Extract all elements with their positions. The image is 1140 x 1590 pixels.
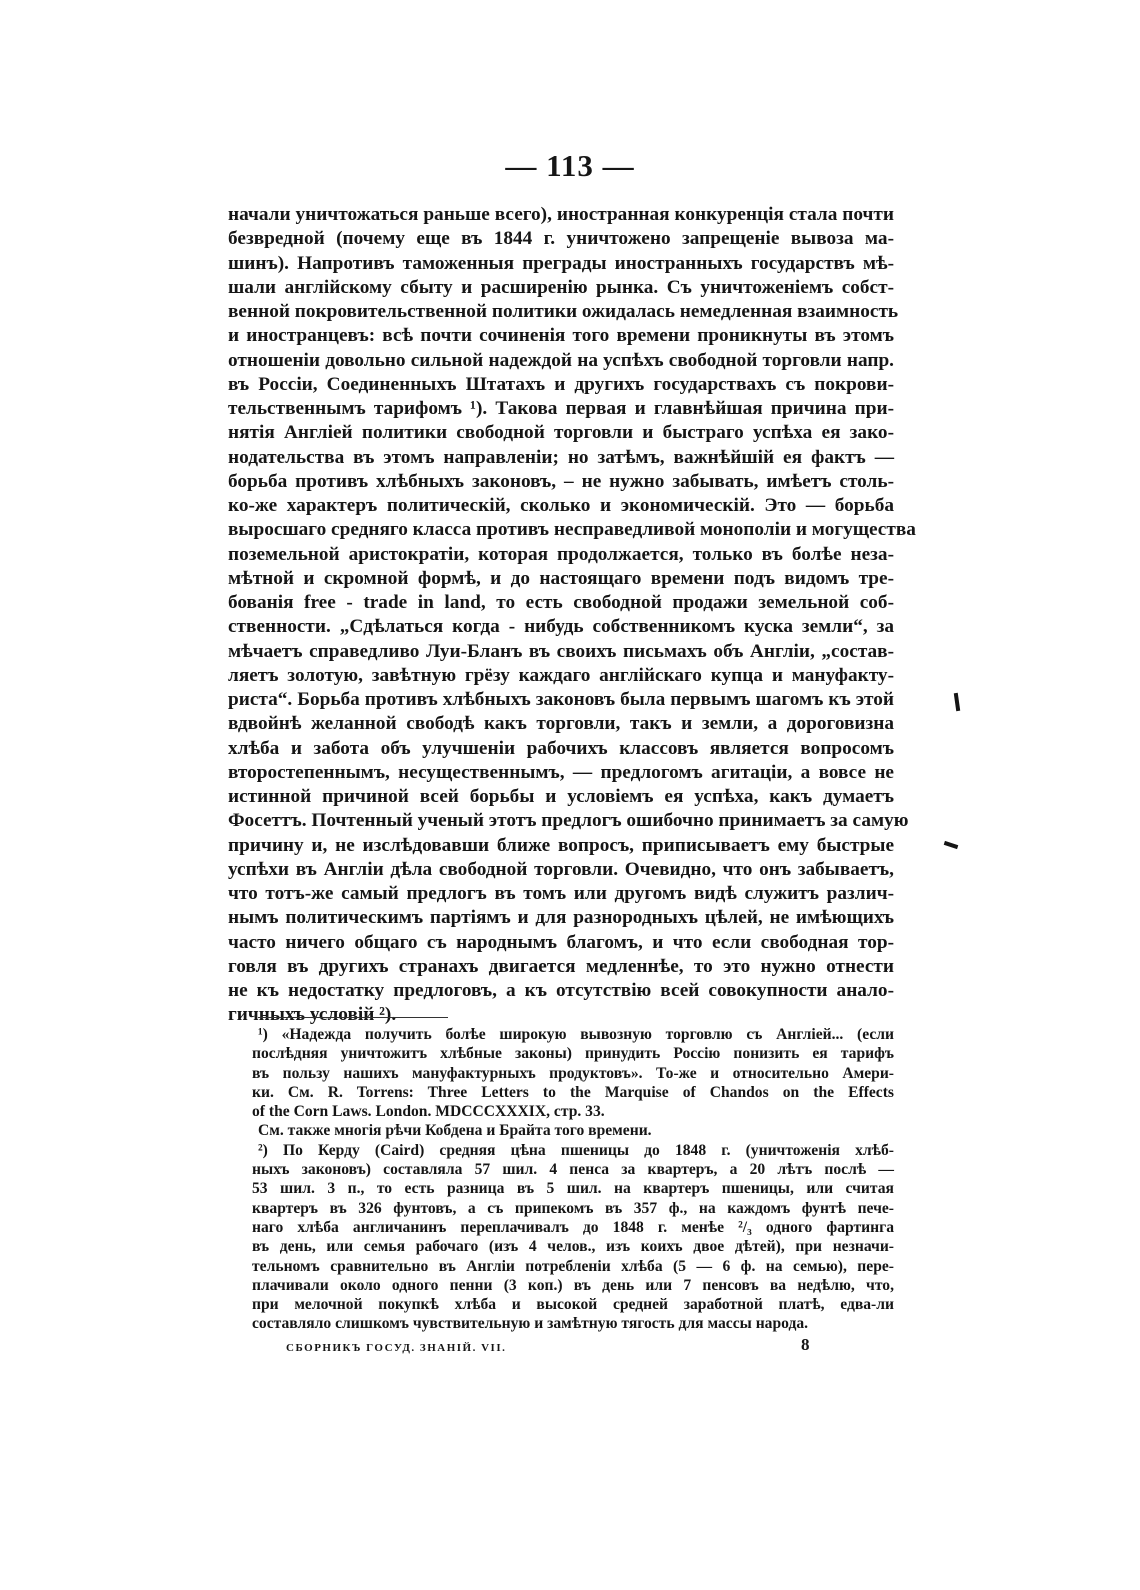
body-line: истинной причиной всей борьбы и условіемъ ея успѣха, какъ думаетъ (228, 786, 894, 807)
body-line: Фосеттъ. Почтенный ученый этотъ предлогъ ошибочно принимаетъ за самую (228, 810, 909, 832)
footnote-divider (258, 1017, 448, 1018)
body-line: хлѣба и забота объ улучшеніи рабочихъ классовъ является вопросомъ (228, 737, 894, 759)
margin-ink-mark (954, 693, 960, 711)
body-line: тельственнымъ тарифомъ ¹). Такова первая и главнѣйшая причина при- (228, 398, 894, 419)
body-line: говля въ другихъ странахъ двигается медленнѣе, то это нужно отнести (228, 955, 894, 977)
body-line: что тотъ-же самый предлогъ въ томъ или другомъ видѣ служитъ различ- (228, 883, 894, 904)
body-line: ляетъ золотую, завѣтную грёзу каждаго англійскаго купца и мануфакту- (228, 664, 894, 686)
body-line: ко-же характеръ политическій, сколько и экономическій. Это — борьба (228, 495, 894, 516)
body-line: выросшаго средняго класса противъ несправедливой монополіи и могущества (228, 519, 916, 541)
footnote-line: плачивали около одного пенни (3 коп.) въ день или 7 пенсовъ ва недѣлю, что, (252, 1276, 894, 1294)
footnote-line: ¹) «Надежда получить болѣе широкую вывозную торговлю съ Англіей... (если (258, 1026, 894, 1043)
footnote-line: въ день, или семья рабочаго (изъ 4 челов., изъ коихъ двое дѣтей), при незначи- (252, 1238, 894, 1256)
body-line: венной покровительственной политики ожидалась немедленная взаимность (228, 301, 899, 322)
footnote-line: 53 шил. 3 п., то есть разница въ 5 шил. на квартеръ пшеницы, или считая (252, 1180, 894, 1198)
footnote-line: въ пользу нашихъ мануфактурныхъ продуктовъ». То-же и относительно Амери- (252, 1064, 894, 1082)
body-line: бованія free - trade in land, то есть свободной продажи земельной соб- (228, 592, 894, 613)
footnote-line: квартеръ въ 326 фунтовъ, а съ припекомъ въ 357 ф., на каждомъ фунтѣ пече- (252, 1199, 894, 1217)
body-line: поземельной аристократіи, которая продолжается, только въ болѣе неза- (228, 543, 894, 565)
body-text (228, 203, 916, 1028)
body-line: гичныхъ условій ²). (228, 1004, 397, 1026)
footer-signature-number: 8 (801, 1335, 810, 1354)
body-line: ственности. „Сдѣлаться когда - нибудь собственникомъ куска земли“, за (228, 616, 894, 638)
body-line: успѣхи въ Англіи дѣла свободной торговли. Очевидно, что онъ забываетъ, (228, 858, 894, 880)
footnote-line: ²) По Керду (Caird) средняя цѣна пшеницы до 1848 г. (уничтоженія хлѣб- (258, 1141, 894, 1159)
body-line: отношеніи довольно сильной надеждой на успѣхъ свободной торговли напр. (228, 349, 894, 371)
body-line: второстепеннымъ, несущественнымъ, — предлогомъ агитаціи, а вовсе не (228, 761, 894, 783)
body-line: вдвойнѣ желанной свободѣ какъ торговли, такъ и земли, а дороговизна (228, 713, 894, 735)
footer-collection-title: СБОРНИКЪ ГОСУД. ЗНАНІЙ. VII. (286, 1342, 507, 1354)
margin-ink-mark (944, 841, 959, 849)
footnote-line: ки. См. R. Torrens: Three Letters to the Marquise of Chandos on the Effects (252, 1083, 894, 1101)
body-line: причину и, не изслѣдовавши ближе вопросъ, приписываетъ ему быстрые (228, 834, 894, 856)
footnote-line: при мелочной покупкѣ хлѣба и высокой средней заработной платѣ, едва-ли (252, 1296, 894, 1314)
footnotes (252, 1025, 894, 1334)
body-line: шали англійскому сбыту и расширенію рынка. Съ уничтоженіемъ собст- (228, 276, 894, 298)
body-line: не къ недостатку предлоговъ, а къ отсутствію всей совокупности анало- (228, 980, 894, 1001)
footnote-line: of the Corn Laws. London. MDCCCXXXIX, стр. 33. (252, 1103, 605, 1121)
body-line: мѣтной и скромной формѣ, и до настоящаго времени подъ видомъ тре- (228, 567, 894, 589)
body-line: мѣчаетъ справедливо Луи-Бланъ въ своихъ письмахъ объ Англіи, „состав- (228, 640, 894, 662)
footnote-line: составляло слишкомъ чувствительную и замѣтную тягость для массы народа. (252, 1315, 809, 1333)
body-line: шинъ). Напротивъ таможенныя преграды иностранныхъ государствъ мѣ- (228, 252, 894, 274)
footnote-line: ныхъ законовъ) составляла 57 шил. 4 пенса за квартеръ, а 20 лѣтъ послѣ — (252, 1161, 894, 1179)
body-line: начали уничтожаться раньше всего), иностранная конкуренція стала почти (228, 204, 894, 225)
page-number: — 113 — (505, 148, 635, 183)
body-line: риста“. Борьба противъ хлѣбныхъ законовъ была первымъ шагомъ къ этой (228, 689, 894, 710)
body-line: часто ничего общаго съ народнымъ благомъ, и что если свободная тор- (228, 931, 894, 953)
footnote-line: тельномъ сравнительно въ Англіи потребленіи хлѣба (5 — 6 ф. на семью), пере- (252, 1257, 894, 1275)
body-line: нодательства въ этомъ направленіи; но затѣмъ, важнѣйшій ея фактъ — (228, 446, 894, 468)
footnote-line: наго хлѣба англичанинъ переплачивалъ до 1848 г. менѣе ²/₃ одного фартинга (252, 1218, 894, 1236)
footnote-line: послѣдняя уничтожитъ хлѣбные законы) принудить Россію понизить ея тарифъ (252, 1045, 894, 1063)
body-line: борьба противъ хлѣбныхъ законовъ, – не нужно забывать, имѣетъ столь- (228, 470, 894, 492)
body-line: нятія Англіей политики свободной торговли и быстраго успѣха ея зако- (228, 422, 894, 444)
body-line: въ Россіи, Соединенныхъ Штатахъ и другихъ государствахъ съ покрови- (228, 373, 894, 395)
body-line: безвредной (почему еще въ 1844 г. уничтожено запрещеніе вывоза ма- (228, 228, 894, 250)
body-line: нымъ политическимъ партіямъ и для разнородныхъ цѣлей, не имѣющихъ (228, 907, 894, 929)
body-line: и иностранцевъ: всѣ почти сочиненія того времени проникнуты въ этомъ (228, 325, 894, 347)
footnote-line: См. также многія рѣчи Кобдена и Брайта того времени. (258, 1122, 652, 1140)
